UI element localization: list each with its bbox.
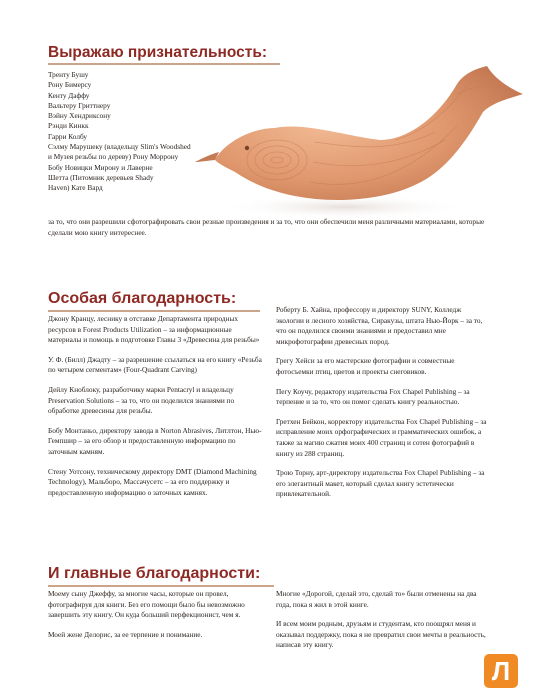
list-item: Haven) Кате Вард <box>48 183 103 193</box>
list-item: Рону Бимерсу <box>48 80 92 90</box>
heading-special-thanks: Особая благодарность: <box>48 290 237 307</box>
list-item: Рэнди Кинкк <box>48 121 89 131</box>
paragraph: Стену Уотсону, техническому директору DMT (Diamond Machining Technology), Мальборо, Массачусетс – за его поддержку и предоставленную информацию о заточных камнях. <box>48 466 257 497</box>
list-item: Вэйну Хендриксону <box>48 111 111 121</box>
paragraph: Гретхен Бейкон, корректору издательства Fox Chapel Publishing – за исправление моих орфографических и грамматических ошибок, а также за магию сжатия моих 400 страниц и сотен фотографий в книгу из 288 страниц. <box>276 416 487 458</box>
list-item: Бобу Новицки Мирону и Лаверне <box>48 162 153 172</box>
list-item: Кенту Даффу <box>48 90 90 100</box>
heading-rule <box>48 585 274 587</box>
paragraph: Моей жене Делорис, за ее терпение и понимание. <box>48 629 203 639</box>
special-thanks-right-column <box>276 305 488 509</box>
list-item: и Музея резьбы по дереву) Рону Моррону <box>48 152 179 162</box>
main-thanks-right-column <box>276 589 488 660</box>
paragraph: У. Ф. (Билл) Джадту – за разрешение ссылаться на его книгу «Резьба по четырем сегментам» (Four-Quadrant Carving) <box>48 354 262 375</box>
list-item: Шетта (Питомник деревьев Shady <box>48 172 154 182</box>
carved-bird-image <box>195 62 525 222</box>
list-item: Сэлму Марушеку (владельцу Slim's Woodshed <box>48 142 191 152</box>
paragraph: И всем моим родным, друзьям и студентам, кто поощрял меня и оказывал поддержку, пока я не превратил свои мечты в реальность, написав эту книгу. <box>276 619 486 650</box>
heading-main-thanks: И главные благодарности: <box>48 565 261 582</box>
heading-rule <box>48 310 260 312</box>
paragraph: Дейлу Кноблоку, разработчику марки Pentacryl и владельцу Preservation Solutions – за то, что он поделился знаниями по обработке древесины для резьбы. <box>48 384 235 416</box>
paragraph: Многие «Дорогой, сделай это, сделай то» были отменены на два года, пока я жил в этой книге. <box>276 589 477 609</box>
paragraph: Джону Кранцу, леснику в отставке Департамента природных ресурсов в Forest Products Utilization – за информационные материалы и помощь в подготовке Главы 3 «Древесина для резьбы» <box>48 314 260 345</box>
special-thanks-left-column <box>48 314 262 507</box>
main-thanks-left-column <box>48 589 262 649</box>
list-item: Вальтеру Гриттнеру <box>48 100 111 110</box>
paragraph: Моему сыну Джеффу, за многие часы, которые он провел, фотографируя для книги. Без его помощи было бы невозможно завершить эту книгу. Он куда больший перфекционист, чем я. <box>48 589 245 620</box>
heading-acknowledgements: Выражаю признательность: <box>48 44 268 61</box>
publisher-logo: Л <box>484 654 518 688</box>
paragraph: Роберту Б. Хайна, профессору и директору SUNY, Колледж экологии и лесного хозяйства, Сиракузы, штата Нью-Йорк – за то, что он поделился своими знаниями и предоставил мне микрофотографии древесных пород. <box>276 305 483 346</box>
section1-closing: за то, что они разрешили сфотографировать свои резные произведения и за то, что они обеспечили меня различными материалами, которые сделали мою книгу интереснее. <box>48 217 485 237</box>
paragraph: Бобу Монтаньо, директору завода в Norton Abrasives, Литлтон, Нью-Гемпшир – за его обзор и предоставленную информацию по заточным камням. <box>48 425 262 456</box>
list-item: Гарри Колбу <box>48 131 88 141</box>
paragraph: Грегу Хейси за его мастерские фотографии и совместные фотосъемки птиц, цветов и проекты снеговиков. <box>276 356 455 376</box>
paragraph: Пегу Коучу, редактору издательства Fox Chapel Publishing – за терпение и за то, что он помог сделать книгу реальностью. <box>276 386 470 407</box>
list-item: Тренту Бушу <box>48 70 89 79</box>
paragraph: Трою Торну, арт-директору издательства Fox Chapel Publishing – за его элегантный макет, который сделал книгу эстетически привлекательной. <box>276 468 485 499</box>
